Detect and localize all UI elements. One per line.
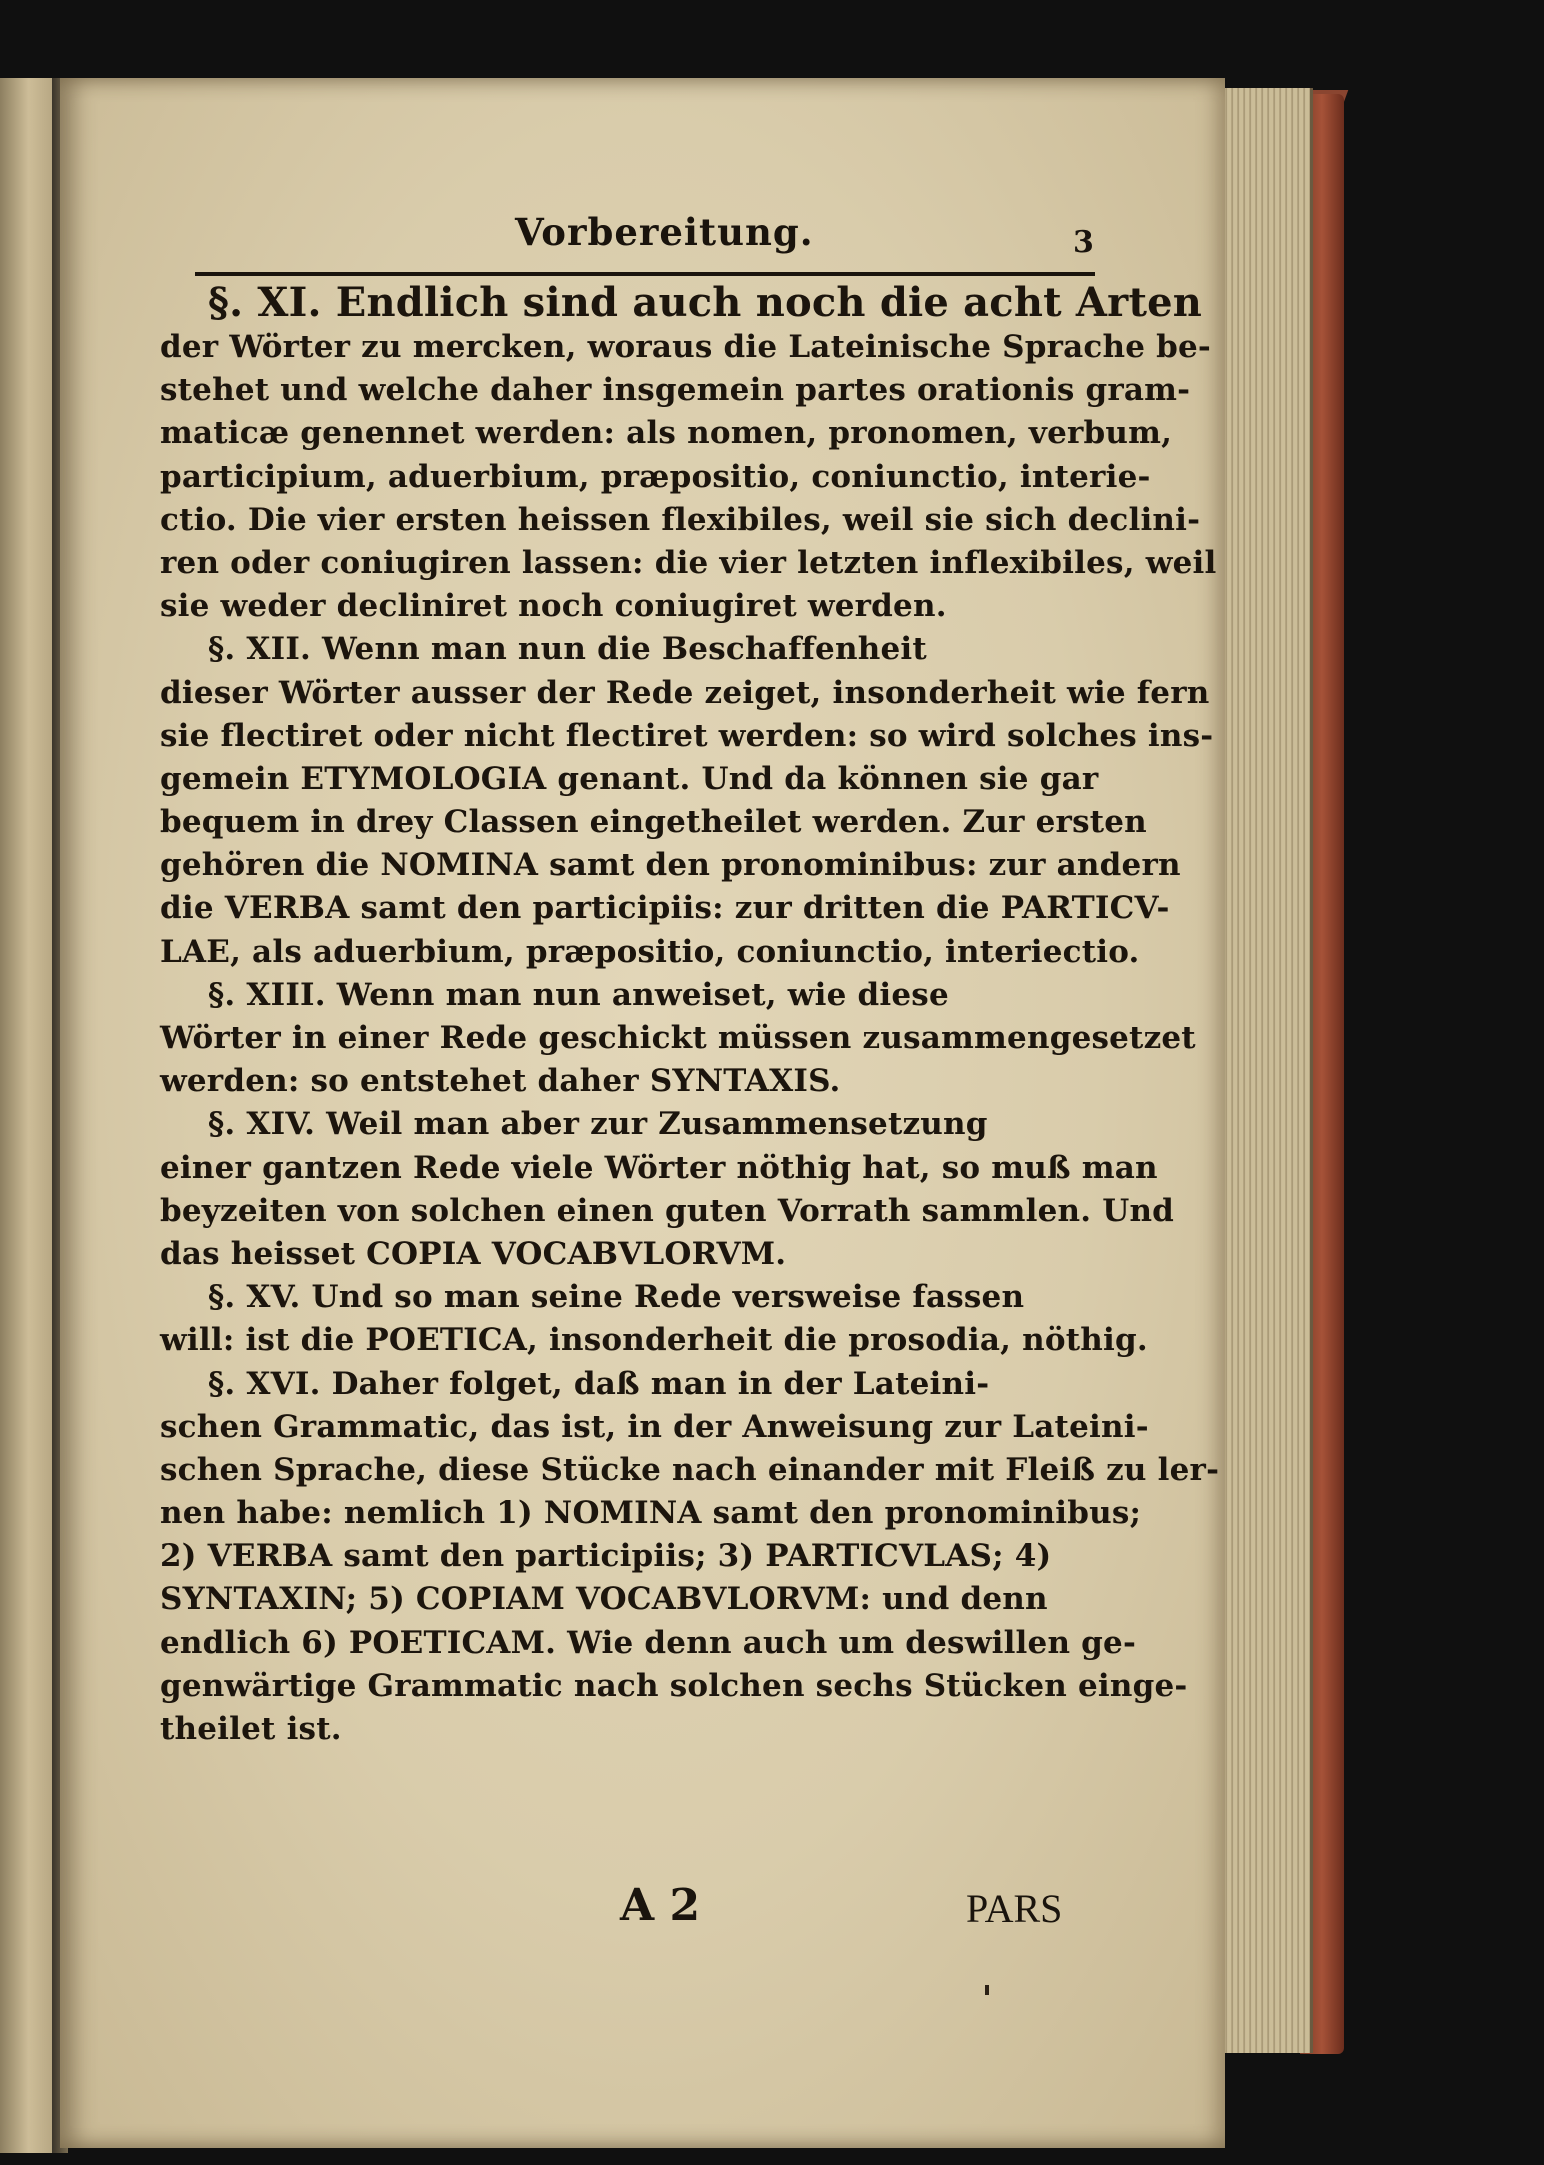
text-line: sie flectiret oder nicht flectiret werden: so wird solches ins- <box>160 717 1214 754</box>
signature-mark: A 2 <box>620 1880 701 1931</box>
catchword: PARS <box>966 1886 1063 1931</box>
text-line: gehören die NOMINA samt den pronominibus: zur andern <box>160 847 1181 884</box>
text-line-section-xv: §. XV. Und so man seine Rede versweise fassen <box>208 1279 1025 1316</box>
page-number: 3 <box>1073 225 1094 260</box>
page-edges <box>1222 88 1313 2053</box>
text-line-section-xiii: §. XIII. Wenn man nun anweiset, wie diese <box>208 976 949 1013</box>
header-rule <box>195 272 1095 276</box>
ink-speck <box>985 1985 989 1995</box>
text-line: bequem in drey Classen eingetheilet werden. Zur ersten <box>160 804 1147 841</box>
text-line: will: ist die POETICA, insonderheit die prosodia, nöthig. <box>160 1322 1148 1359</box>
text-line: nen habe: nemlich 1) NOMINA samt den pronominibus; <box>160 1495 1142 1532</box>
text-line: stehet und welche daher insgemein partes orationis gram- <box>160 372 1191 409</box>
running-head: Vorbereitung. <box>515 210 814 254</box>
text-line-section-xii: §. XII. Wenn man nun die Beschaffenheit <box>208 631 927 668</box>
text-line: Wörter in einer Rede geschickt müssen zusammengesetzet <box>160 1020 1196 1056</box>
text-line: SYNTAXIN; 5) COPIAM VOCABVLORVM: und denn <box>160 1581 1048 1618</box>
text-line: werden: so entstehet daher SYNTAXIS. <box>160 1063 841 1100</box>
text-line: maticæ genennet werden: als nomen, pronomen, verbum, <box>160 415 1173 452</box>
text-line: einer gantzen Rede viele Wörter nöthig hat, so muß man <box>160 1149 1158 1186</box>
text-line-section-xvi: §. XVI. Daher folget, daß man in der Lateini- <box>208 1365 990 1402</box>
text-line: dieser Wörter ausser der Rede zeiget, insonderheit wie fern <box>160 674 1210 711</box>
text-line: ctio. Die vier ersten heissen flexibiles, weil sie sich declini- <box>160 501 1201 538</box>
text-line-section-xiv: §. XIV. Weil man aber zur Zusammensetzung <box>208 1106 988 1143</box>
text-line: LAE, als aduerbium, præpositio, coniunctio, interiectio. <box>160 933 1140 970</box>
text-line: das heisset COPIA VOCABVLORVM. <box>160 1235 787 1272</box>
text-line: gemein ETYMOLOGIA genant. Und da können sie gar <box>160 760 1099 797</box>
text-line: der Wörter zu mercken, woraus die Lateinische Sprache be- <box>160 329 1211 365</box>
text-line: 2) VERBA samt den participiis; 3) PARTICVLAS; 4) <box>160 1538 1052 1575</box>
text-line: theilet ist. <box>160 1711 342 1747</box>
body-text <box>160 279 1220 1751</box>
text-line: ren oder coniugiren lassen: die vier letzten inflexibiles, weil <box>160 544 1217 581</box>
text-line: endlich 6) POETICAM. Wie denn auch um deswillen ge- <box>160 1624 1137 1661</box>
text-line: participium, aduerbium, præpositio, coniunctio, interie- <box>160 458 1151 495</box>
text-line: die VERBA samt den participiis: zur dritten die PARTICV- <box>160 890 1170 927</box>
text-line: schen Grammatic, das ist, in der Anweisung zur Lateini- <box>160 1408 1149 1445</box>
text-line: beyzeiten von solchen einen guten Vorrath sammlen. Und <box>160 1192 1175 1229</box>
text-line: sie weder decliniret noch coniugiret werden. <box>160 588 947 625</box>
text-line: genwärtige Grammatic nach solchen sechs Stücken einge- <box>160 1667 1188 1704</box>
facing-page-edge <box>0 78 54 2153</box>
text-line: schen Sprache, diese Stücke nach einander mit Fleiß zu ler- <box>160 1451 1220 1488</box>
text-line-section-xi: §. XI. Endlich sind auch noch die acht Arten <box>208 279 1203 326</box>
